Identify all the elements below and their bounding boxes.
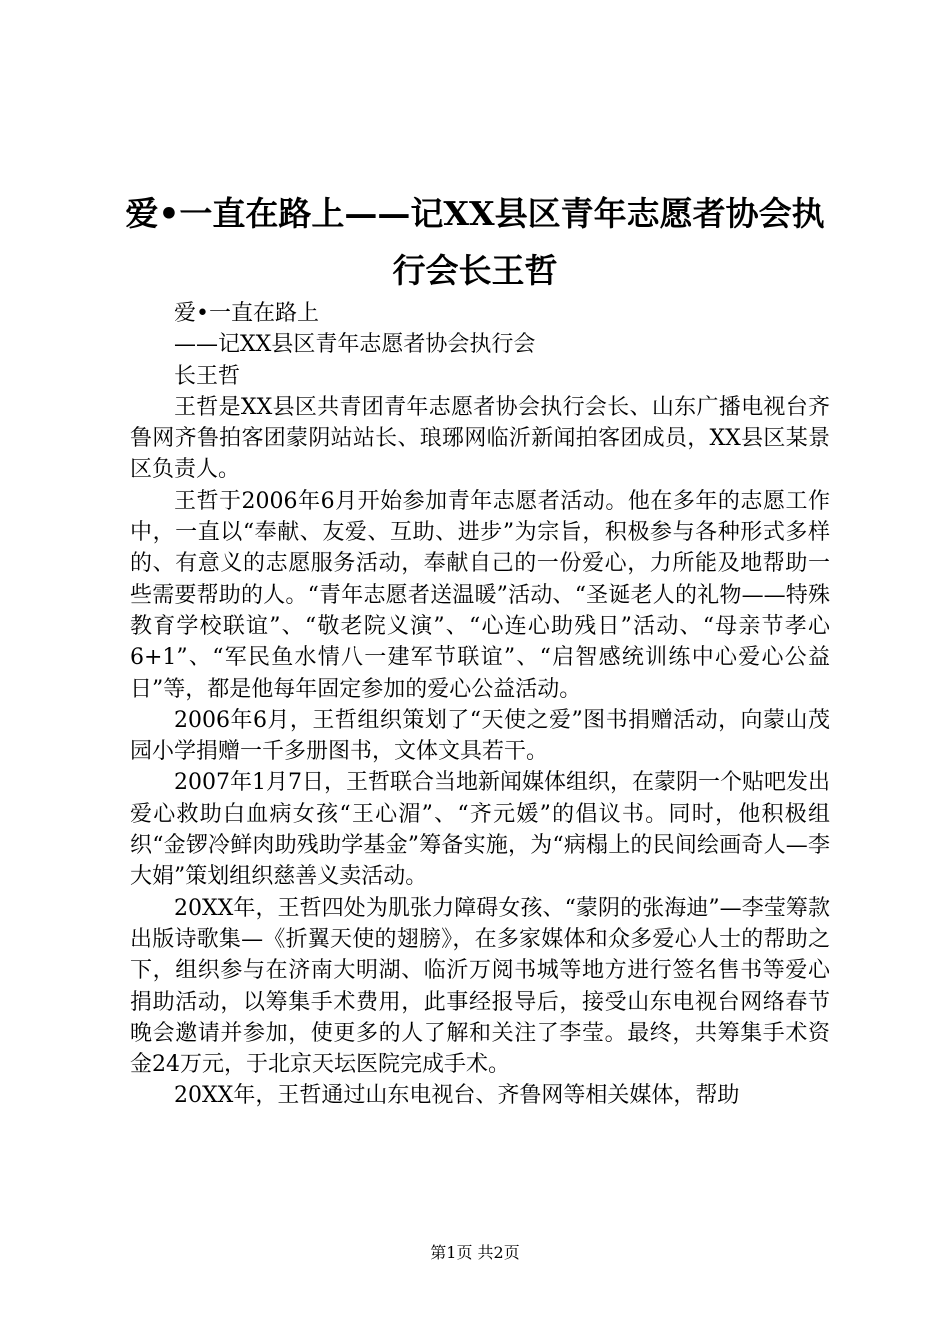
- subtitle-line-3: 长王哲: [174, 363, 241, 389]
- paragraph: 王哲是XX县区共青团青年志愿者协会执行会长、山东广播电视台齐鲁网齐鲁拍客团蒙阴站站长、琅琊网临沂新闻拍客团成员，XX县区某景区负责人。: [130, 394, 830, 483]
- subtitle-line-1: 爱•一直在路上: [174, 301, 319, 326]
- document-title: 爱•一直在路上——记XX县区青年志愿者协会执行会长王哲: [125, 194, 825, 290]
- page-footer: 第1页 共2页: [430, 1243, 520, 1262]
- document-body: [130, 298, 830, 1112]
- paragraph: 2006年6月，王哲组织策划了“天使之爱”图书捐赠活动，向蒙山茂园小学捐赠一千多册图书，文体文具若干。: [130, 707, 830, 765]
- paragraph: 2007年1月7日，王哲联合当地新闻媒体组织，在蒙阴一个贴吧发出爱心救助白血病女孩“王心湄”、“齐元媛”的倡议书。同时，他积极组织“金锣冷鲜肉助残助学基金”筹备实施，为“病榻上的民间绘画奇人—李大娟”策划组织慈善义卖活动。: [130, 770, 830, 890]
- paragraph: 王哲于2006年6月开始参加青年志愿者活动。他在多年的志愿工作中，一直以“奉献、友爱、互助、进步”为宗旨，积极参与各种形式多样的、有意义的志愿服务活动，奉献自己的一份爱心，力所能及地帮助一些需要帮助的人。“青年志愿者送温暖”活动、“圣诞老人的礼物——特殊教育学校联谊”、“敬老院义演”、“心连心助残日”活动、“母亲节孝心6+1”、“军民鱼水情八一建军节联谊”、“启智感统训练中心爱心公益日”等，都是他每年固定参加的爱心公益活动。: [130, 488, 830, 702]
- subtitle-line-2: ——记XX县区青年志愿者协会执行会: [174, 332, 536, 358]
- paragraph: 20XX年，王哲通过山东电视台、齐鲁网等相关媒体，帮助: [174, 1083, 740, 1109]
- paragraph: 20XX年，王哲四处为肌张力障碍女孩、“蒙阴的张海迪”—李莹筹款出版诗歌集—《折翼天使的翅膀》，在多家媒体和众多爱心人士的帮助之下，组织参与在济南大明湖、临沂万阅书城等地方进行签名售书等爱心捐助活动，以筹集手术费用，此事经报导后，接受山东电视台网络春节晚会邀请并参加，使更多的人了解和关注了李莹。最终，共筹集手术资金24万元，于北京天坛医院完成手术。: [130, 895, 830, 1078]
